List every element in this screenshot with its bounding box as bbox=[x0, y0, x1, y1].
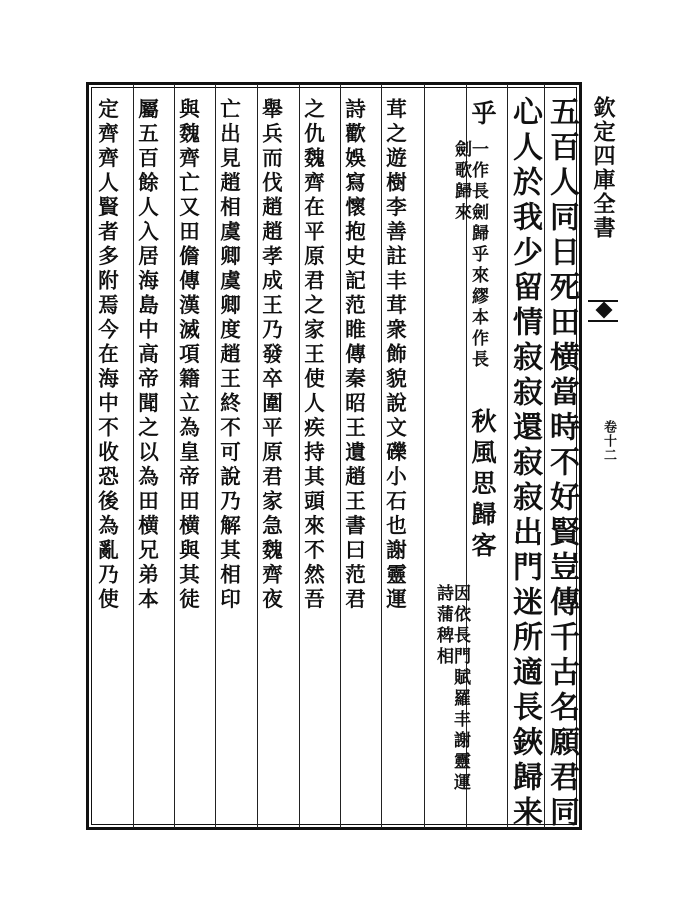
text-column-11: 定齊齊人賢者多附焉今在海中不收恐後為亂乃使 bbox=[94, 98, 119, 613]
text-column-5: 詩歡娛寫懷抱史記范睢傳秦昭王遺趙王書曰范君 bbox=[341, 98, 366, 613]
column-rule bbox=[424, 84, 425, 828]
column-rule bbox=[340, 84, 341, 828]
column-rule bbox=[381, 84, 382, 828]
text-column-3-main-2: 秋風思歸客 bbox=[468, 408, 497, 563]
column-rule bbox=[299, 84, 300, 828]
column-rule bbox=[174, 84, 175, 828]
text-column-1: 五百人同日死田横當時不好賢豈傳千古名願君同 bbox=[544, 96, 579, 831]
text-frame-inner bbox=[91, 87, 579, 831]
text-column-7: 舉兵而伐趙趙孝成王乃發卒圍平原君家急魏齊夜 bbox=[258, 98, 283, 613]
text-column-9: 與魏齊亡又田儋傳漢滅項籍立為皇帝田横與其徒 bbox=[175, 98, 200, 613]
text-column-6: 之仇魏齊在平原君之家王使人疾持其頭來不然吾 bbox=[300, 98, 325, 613]
text-column-2: 心人於我少留情寂寂還寂寂出門迷所適長鋏歸来 bbox=[507, 96, 542, 831]
text-column-10: 屬五百餘人入居海島中高帝聞之以為田横兄弟本 bbox=[134, 98, 159, 613]
column-rule bbox=[257, 84, 258, 828]
text-column-3-note-2: 因依長門賦羅丰謝靈運詩蒲稗相 bbox=[433, 584, 470, 794]
column-rule bbox=[215, 84, 216, 828]
column-rule bbox=[133, 84, 134, 828]
juan-number: 卷十二 bbox=[601, 420, 616, 462]
text-column-8: 亡出見趙相虞卿虞卿度趙王終不可說乃解其相印 bbox=[216, 98, 241, 613]
text-column-3-note: 一作長劍歸乎來繆本作長劍歌歸來 bbox=[451, 140, 488, 371]
book-title: 欽定四庫全書 bbox=[590, 96, 616, 240]
text-column-3-main: 乎 bbox=[468, 100, 497, 131]
text-column-4: 茸之遊樹李善註丰茸衆飾貌說文礫小石也謝靈運 bbox=[382, 98, 407, 613]
